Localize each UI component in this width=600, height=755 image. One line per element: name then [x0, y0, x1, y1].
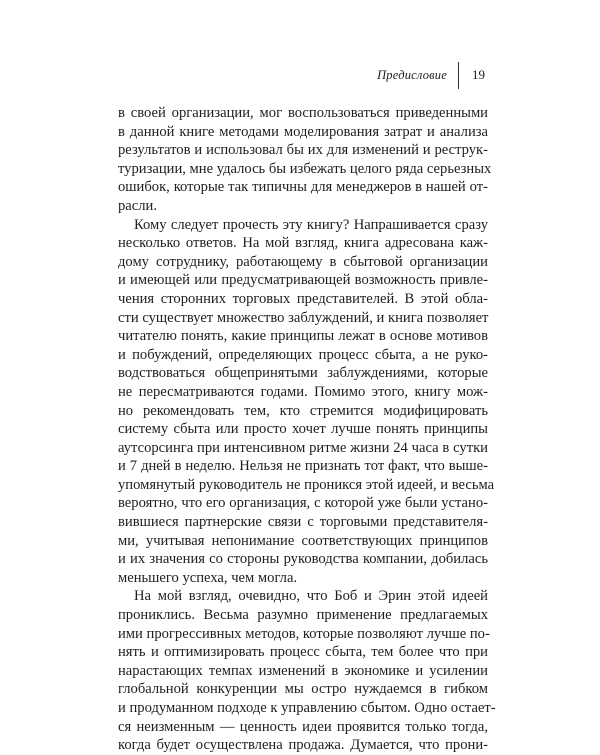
text-line: не пересматриваются годами. Помимо этого, книгу мож-	[118, 383, 488, 400]
page-number: 19	[472, 67, 485, 82]
text-line: и 7 дней в неделю. Нельзя не признать тот факт, что выше-	[118, 458, 488, 475]
text-line: читателю понять, какие принципы лежат в основе мотивов	[118, 328, 488, 345]
text-line: водствоваться общепринятыми заблуждениями, которые	[118, 365, 488, 382]
text-line: Кому следует прочесть эту книгу? Напрашивается сразу	[134, 216, 488, 233]
text-line: ся неизменным — ценность идеи проявится только тогда,	[118, 718, 488, 735]
text-line: нять и оптимизировать процесс сбыта, тем более что при	[118, 644, 488, 661]
text-line: и их значения со стороны руководства компании, добилась	[118, 551, 488, 568]
text-line: аутсорсинга при интенсивном ритме жизни 24 часа в сутки	[118, 439, 488, 456]
text-line: глобальной конкуренции мы остро нуждаемся в гибком	[118, 681, 488, 698]
text-line: и продуманном подходе к управлению сбытом. Одно остает-	[118, 700, 496, 716]
text-line: но рекомендовать тем, кто стремится модифицировать	[118, 402, 488, 419]
text-line: результатов и использовал бы их для изменений и реструк-	[118, 142, 488, 159]
text-line: прониклись. Весьма разумно применение предлагаемых	[118, 607, 488, 624]
text-line: нарастающих темпах изменений в экономике и усилении	[118, 662, 488, 679]
text-line: туризации, мне удалось бы избежать целого ряда серьезных	[118, 160, 492, 177]
text-line: когда будет осуществлена продажа. Думается, что прони-	[118, 737, 488, 754]
text-line: На мой взгляд, очевидно, что Боб и Эрин этой идеей	[134, 588, 488, 605]
text-line: и побуждений, определяющих процесс сбыта, а не руко-	[118, 346, 488, 363]
text-line: ми, учитывая непонимание соответствующих принципов	[118, 532, 488, 549]
text-line: систему сбыта или просто хочет лучше понять принципы	[118, 421, 488, 438]
paragraph	[118, 104, 492, 216]
text-line: расли.	[118, 197, 157, 214]
text-line: сти существует множество заблуждений, и книга позволяет	[118, 309, 489, 326]
header-divider	[458, 62, 459, 89]
text-line: чения сторонних торговых представителей. В этой обла-	[118, 290, 488, 307]
paragraph	[118, 587, 496, 754]
text-line: ими прогрессивных методов, которые позволяют лучше по-	[118, 625, 490, 642]
text-line: упомянутый руководитель не проникся этой идеей, и весьма	[118, 476, 495, 493]
running-title: Предисловие	[377, 68, 447, 82]
text-line: несколько ответов. На мой взгляд, книга адресована каж-	[118, 235, 488, 252]
text-line: вившиеся партнерские связи с торговыми представителя-	[118, 514, 488, 531]
text-line: вероятно, что его организация, с которой уже были устано-	[118, 495, 488, 512]
page-header	[0, 62, 600, 92]
text-line: дому сотруднику, работающему в сбытовой организации	[118, 253, 488, 270]
text-line: меньшего успеха, чем могла.	[118, 569, 298, 586]
text-line: в своей организации, мог воспользоваться приведенными	[118, 105, 488, 121]
text-line: и имеющей или предусматривающей возможность привле-	[118, 272, 488, 289]
text-line: в данной книге методами моделирования затрат и анализа	[118, 123, 488, 140]
body-text	[118, 104, 496, 755]
text-line: ошибок, которые так типичны для менеджеров в нашей от-	[118, 179, 488, 196]
paragraph	[118, 216, 495, 588]
